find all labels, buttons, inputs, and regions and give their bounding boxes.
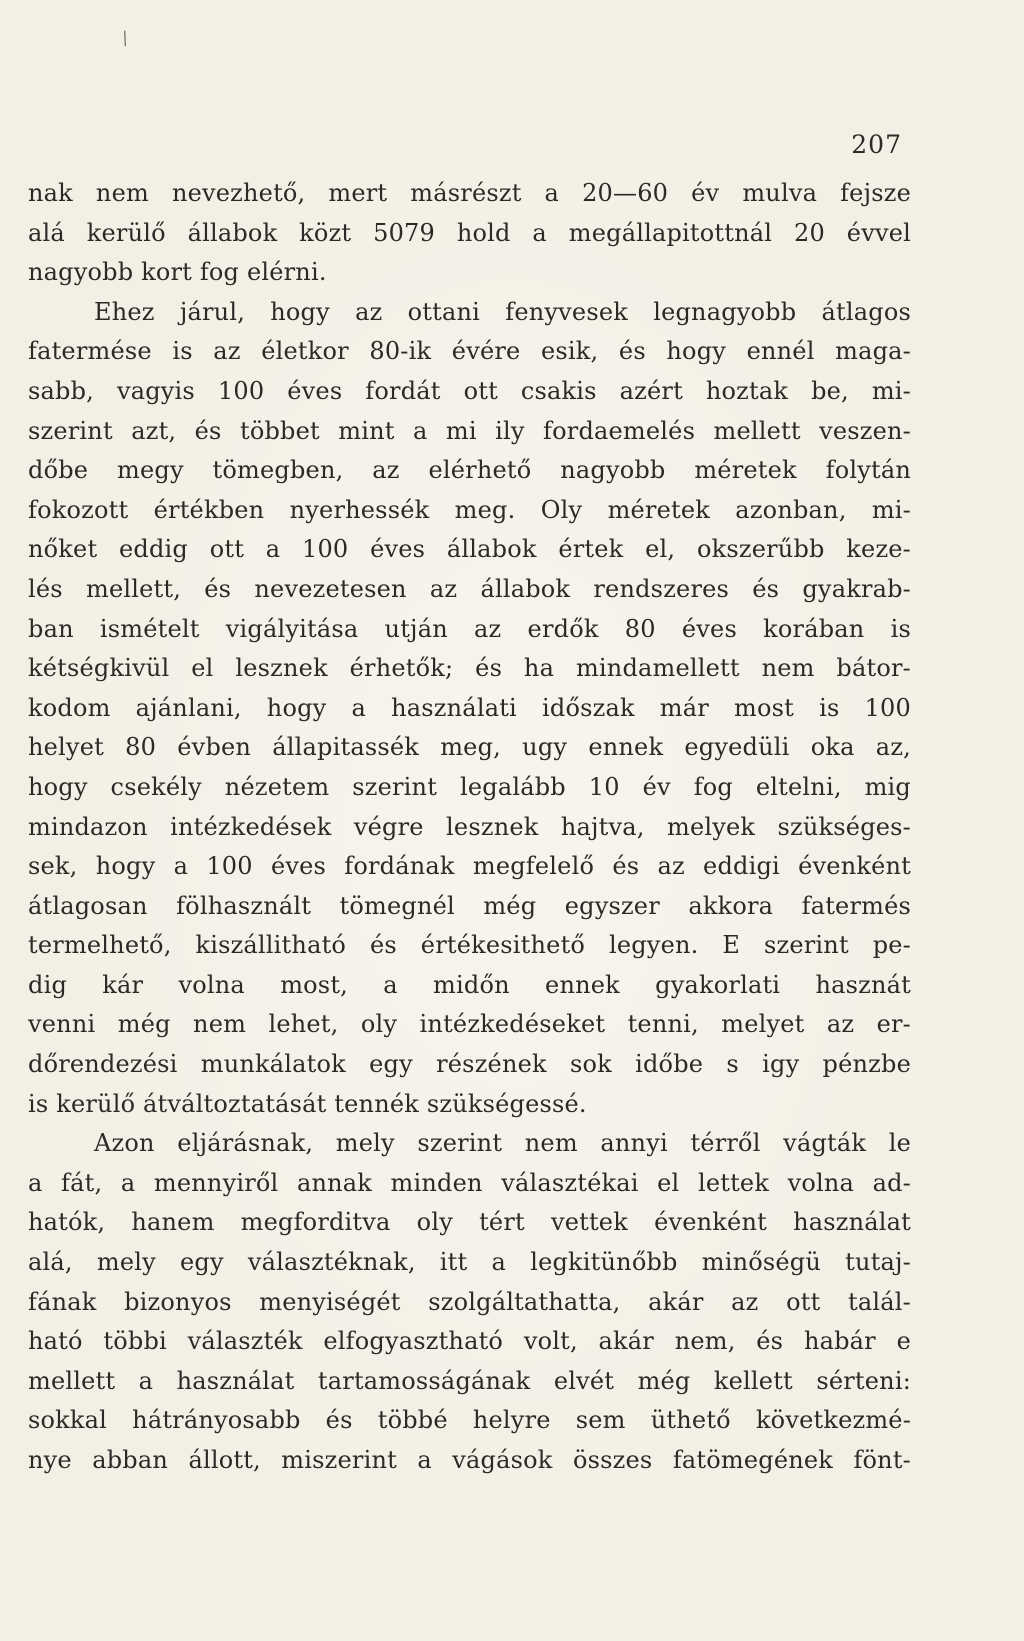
text-line: dőbe megy tömegben, az elérhető nagyobb méretek folytán	[28, 456, 911, 485]
text-line: nőket eddig ott a 100 éves állabok értek el, okszerűbb keze-	[28, 535, 911, 564]
text-line: sek, hogy a 100 éves fordának megfelelő és az eddigi évenként	[28, 852, 911, 881]
text-line: alá kerülő állabok közt 5079 hold a megállapitottnál 20 évvel	[28, 218, 911, 247]
text-line: Azon eljárásnak, mely szerint nem annyi térről vágták le	[94, 1129, 911, 1158]
text-line: nye abban állott, miszerint a vágások összes fatömegének fönt-	[28, 1446, 911, 1474]
text-line: dig kár volna most, a midőn ennek gyakorlati hasznát	[28, 970, 911, 999]
text-line: lés mellett, és nevezetesen az állabok rendszeres és gyakrab-	[28, 574, 911, 603]
text-line: dőrendezési munkálatok egy részének sok időbe s igy pénzbe	[28, 1050, 911, 1079]
text-line: nagyobb kort fog elérni.	[28, 258, 327, 287]
text-line: termelhető, kiszállitható és értékesithető legyen. E szerint pe-	[28, 931, 911, 960]
text-line: helyet 80 évben állapitassék meg, ugy ennek egyedüli oka az,	[28, 733, 911, 762]
text-line: Ehez járul, hogy az ottani fenyvesek legnagyobb átlagos	[94, 297, 911, 326]
text-line: mindazon intézkedések végre lesznek hajtva, melyek szükséges-	[28, 812, 911, 841]
text-line: sokkal hátrányosabb és többé helyre sem üthető következmé-	[28, 1406, 911, 1435]
text-line: a fát, a mennyiről annak minden választékai el lettek volna ad-	[28, 1168, 911, 1197]
text-line: hogy csekély nézetem szerint legalább 10 év fog eltelni, mig	[28, 772, 911, 801]
text-line: nak nem nevezhető, mert másrészt a 20—60 év mulva fejsze	[28, 179, 911, 207]
body-text	[28, 174, 911, 1481]
text-line: fokozott értékben nyerhessék meg. Oly méretek azonban, mi-	[28, 495, 911, 524]
text-line: fatermése is az életkor 80-ik évére esik, és hogy ennél maga-	[28, 337, 911, 366]
text-line: mellett a használat tartamosságának elvét még kellett sérteni:	[28, 1366, 911, 1395]
page-number: 207	[851, 130, 902, 159]
margin-pencil-mark: /	[118, 27, 132, 50]
text-line: sabb, vagyis 100 éves fordát ott csakis azért hoztak be, mi-	[28, 376, 911, 405]
text-line: ható többi választék elfogyasztható volt, akár nem, és habár e	[28, 1327, 911, 1356]
text-line: venni még nem lehet, oly intézkedéseket tenni, melyet az er-	[28, 1010, 911, 1039]
text-line: fának bizonyos menyiségét szolgáltathatta, akár az ott talál-	[28, 1287, 911, 1316]
text-line: alá, mely egy választéknak, itt a legkitünőbb minőségü tutaj-	[28, 1248, 911, 1277]
text-line: hatók, hanem megforditva oly tért vettek évenként használat	[28, 1208, 911, 1237]
text-line: is kerülő átváltoztatását tennék szükségessé.	[28, 1089, 587, 1118]
text-line: ban ismételt vigályitása utján az erdők 80 éves korában is	[28, 614, 911, 643]
text-line: szerint azt, és többet mint a mi ily fordaemelés mellett veszen-	[28, 416, 911, 445]
text-line: kodom ajánlani, hogy a használati időszak már most is 100	[28, 693, 911, 722]
text-line: kétségkivül el lesznek érhetők; és ha mindamellett nem bátor-	[28, 654, 911, 683]
text-line: átlagosan fölhasznált tömegnél még egyszer akkora fatermés	[28, 891, 911, 920]
